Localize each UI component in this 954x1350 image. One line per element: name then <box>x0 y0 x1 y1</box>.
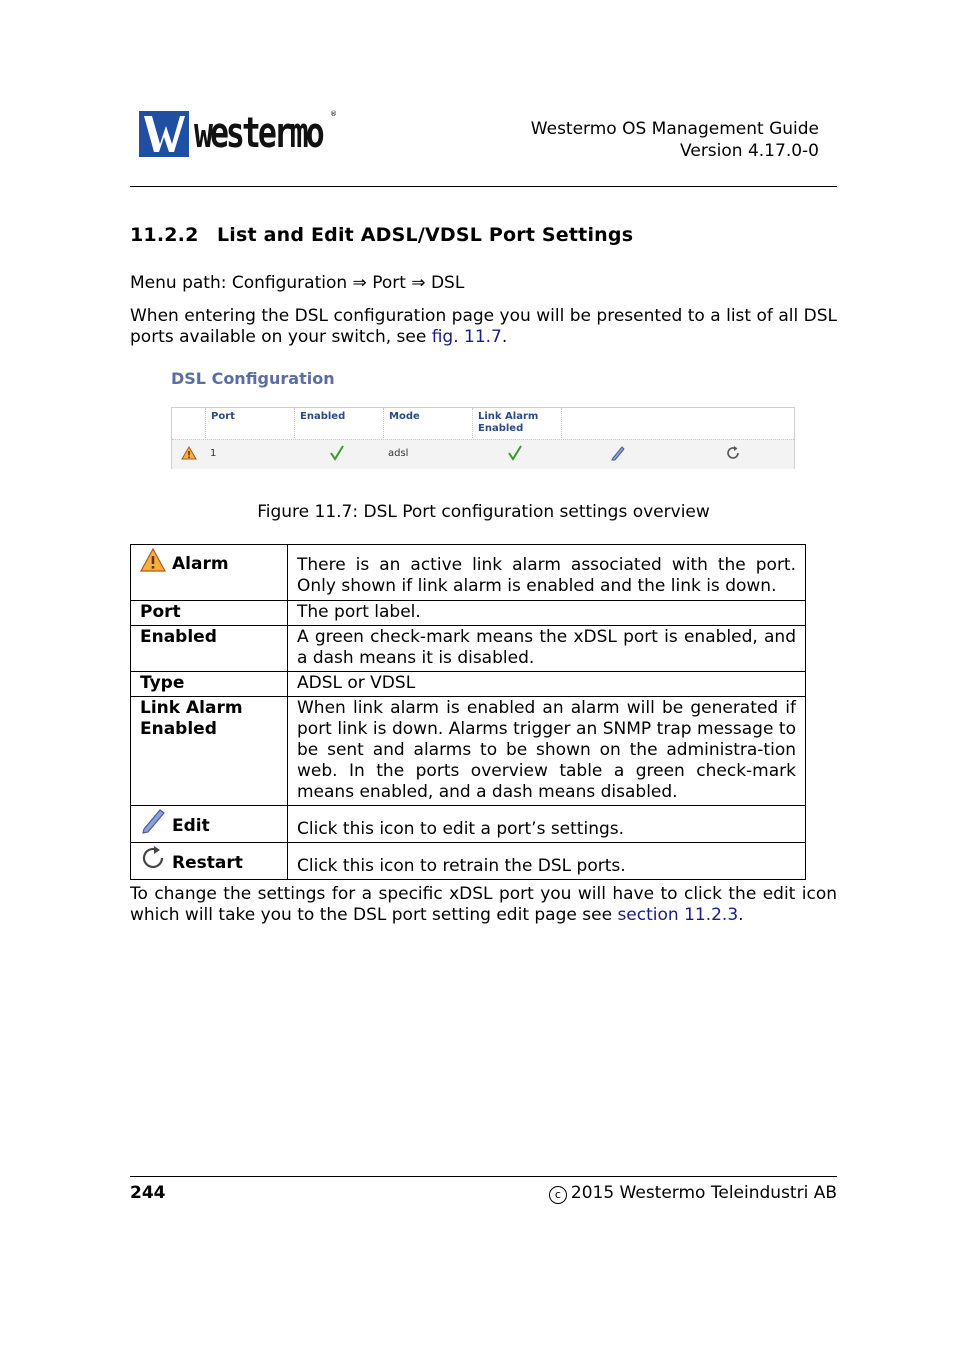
check-icon <box>330 445 344 464</box>
col-enabled: Enabled <box>294 408 383 438</box>
figure-title: DSL Configuration <box>171 369 335 388</box>
table-value: A green check-mark means the xDSL port is enabled, and a dash means it is disabled. <box>288 626 806 672</box>
table-key-text: Restart <box>172 853 243 873</box>
logo-wordmark: westermo <box>194 108 322 157</box>
footer-divider <box>130 1176 837 1177</box>
section-heading <box>130 224 633 246</box>
col-mode: Mode <box>383 408 472 438</box>
closing-paragraph <box>130 884 837 926</box>
table-row <box>131 697 806 806</box>
table-value: There is an active link alarm associated with the port. Only shown if link alarm is enabled and the link is down. <box>288 545 806 601</box>
westermo-logo <box>139 110 339 158</box>
restart-icon[interactable] <box>725 445 741 464</box>
page-number: 244 <box>130 1183 166 1203</box>
table-key <box>131 843 288 880</box>
section-title: List and Edit ADSL/VDSL Port Settings <box>217 224 634 246</box>
copyright-text: 2015 Westermo Teleindustri AB <box>570 1183 837 1203</box>
guide-title: Westermo OS Management Guide <box>530 119 819 139</box>
restart-icon <box>140 845 166 877</box>
mode-value: adsl <box>388 448 409 459</box>
table-key: Port <box>131 601 288 626</box>
section-number: 11.2.2 <box>130 224 199 246</box>
warning-icon <box>181 446 197 463</box>
menu-path: Menu path: Configuration ⇒ Port ⇒ DSL <box>130 273 465 293</box>
table-row <box>131 626 806 672</box>
figure-link[interactable]: fig. 11.7 <box>431 327 502 347</box>
table-key: Type <box>131 672 288 697</box>
table-row <box>131 545 806 601</box>
edit-pencil-icon <box>140 808 166 840</box>
intro-end: . <box>501 327 508 347</box>
table-value: Click this icon to edit a port’s settings. <box>288 806 806 843</box>
table-value: The port label. <box>288 601 806 626</box>
table-key <box>131 806 288 843</box>
col-port: Port <box>205 408 294 438</box>
copyright <box>549 1183 837 1204</box>
copyright-symbol: c <box>549 1186 567 1204</box>
header-divider <box>130 186 837 187</box>
guide-version: Version 4.17.0-0 <box>680 141 819 161</box>
intro-text: When entering the DSL configuration page you will be presented to a list of all DSL ports available on your switch, see <box>130 306 837 347</box>
figure-caption: Figure 11.7: DSL Port configuration settings overview <box>257 502 710 522</box>
table-value: When link alarm is enabled an alarm will be generated if port link is down. Alarms trigger an SNMP trap message to be sent and alarms to be shown on the administra-tion web. In the ports overview table a green check-mark means enabled, and a dash means disabled. <box>288 697 806 806</box>
closing-end: . <box>738 905 744 925</box>
table-row <box>172 439 794 469</box>
check-icon <box>508 445 522 464</box>
table-row <box>131 806 806 843</box>
header-meta <box>531 118 819 162</box>
section-link[interactable]: section 11.2.3 <box>617 905 739 925</box>
col-empty <box>561 408 794 438</box>
warning-icon <box>140 548 166 578</box>
table-key-text: Alarm <box>172 554 229 574</box>
description-table <box>130 544 806 880</box>
col-link-alarm-line1: Link Alarm <box>478 411 539 422</box>
closing-text: To change the settings for a specific xDSL port you will have to click the edit icon which will take you to the DSL port setting edit page see <box>130 884 837 925</box>
table-row <box>131 843 806 880</box>
registered-mark: ® <box>330 110 337 118</box>
table-key-text: Edit <box>172 816 210 836</box>
table-key <box>131 545 288 601</box>
port-value: 1 <box>210 448 217 459</box>
col-link-alarm-line2: Enabled <box>478 423 524 434</box>
table-key: Link Alarm Enabled <box>131 697 288 806</box>
edit-pencil-icon[interactable] <box>610 445 626 464</box>
table-value: Click this icon to retrain the DSL ports. <box>288 843 806 880</box>
table-row <box>131 672 806 697</box>
dsl-config-screenshot <box>171 407 795 469</box>
table-row <box>131 601 806 626</box>
intro-paragraph <box>130 306 837 348</box>
col-link-alarm <box>472 408 561 438</box>
table-key: Enabled <box>131 626 288 672</box>
table-value: ADSL or VDSL <box>288 672 806 697</box>
